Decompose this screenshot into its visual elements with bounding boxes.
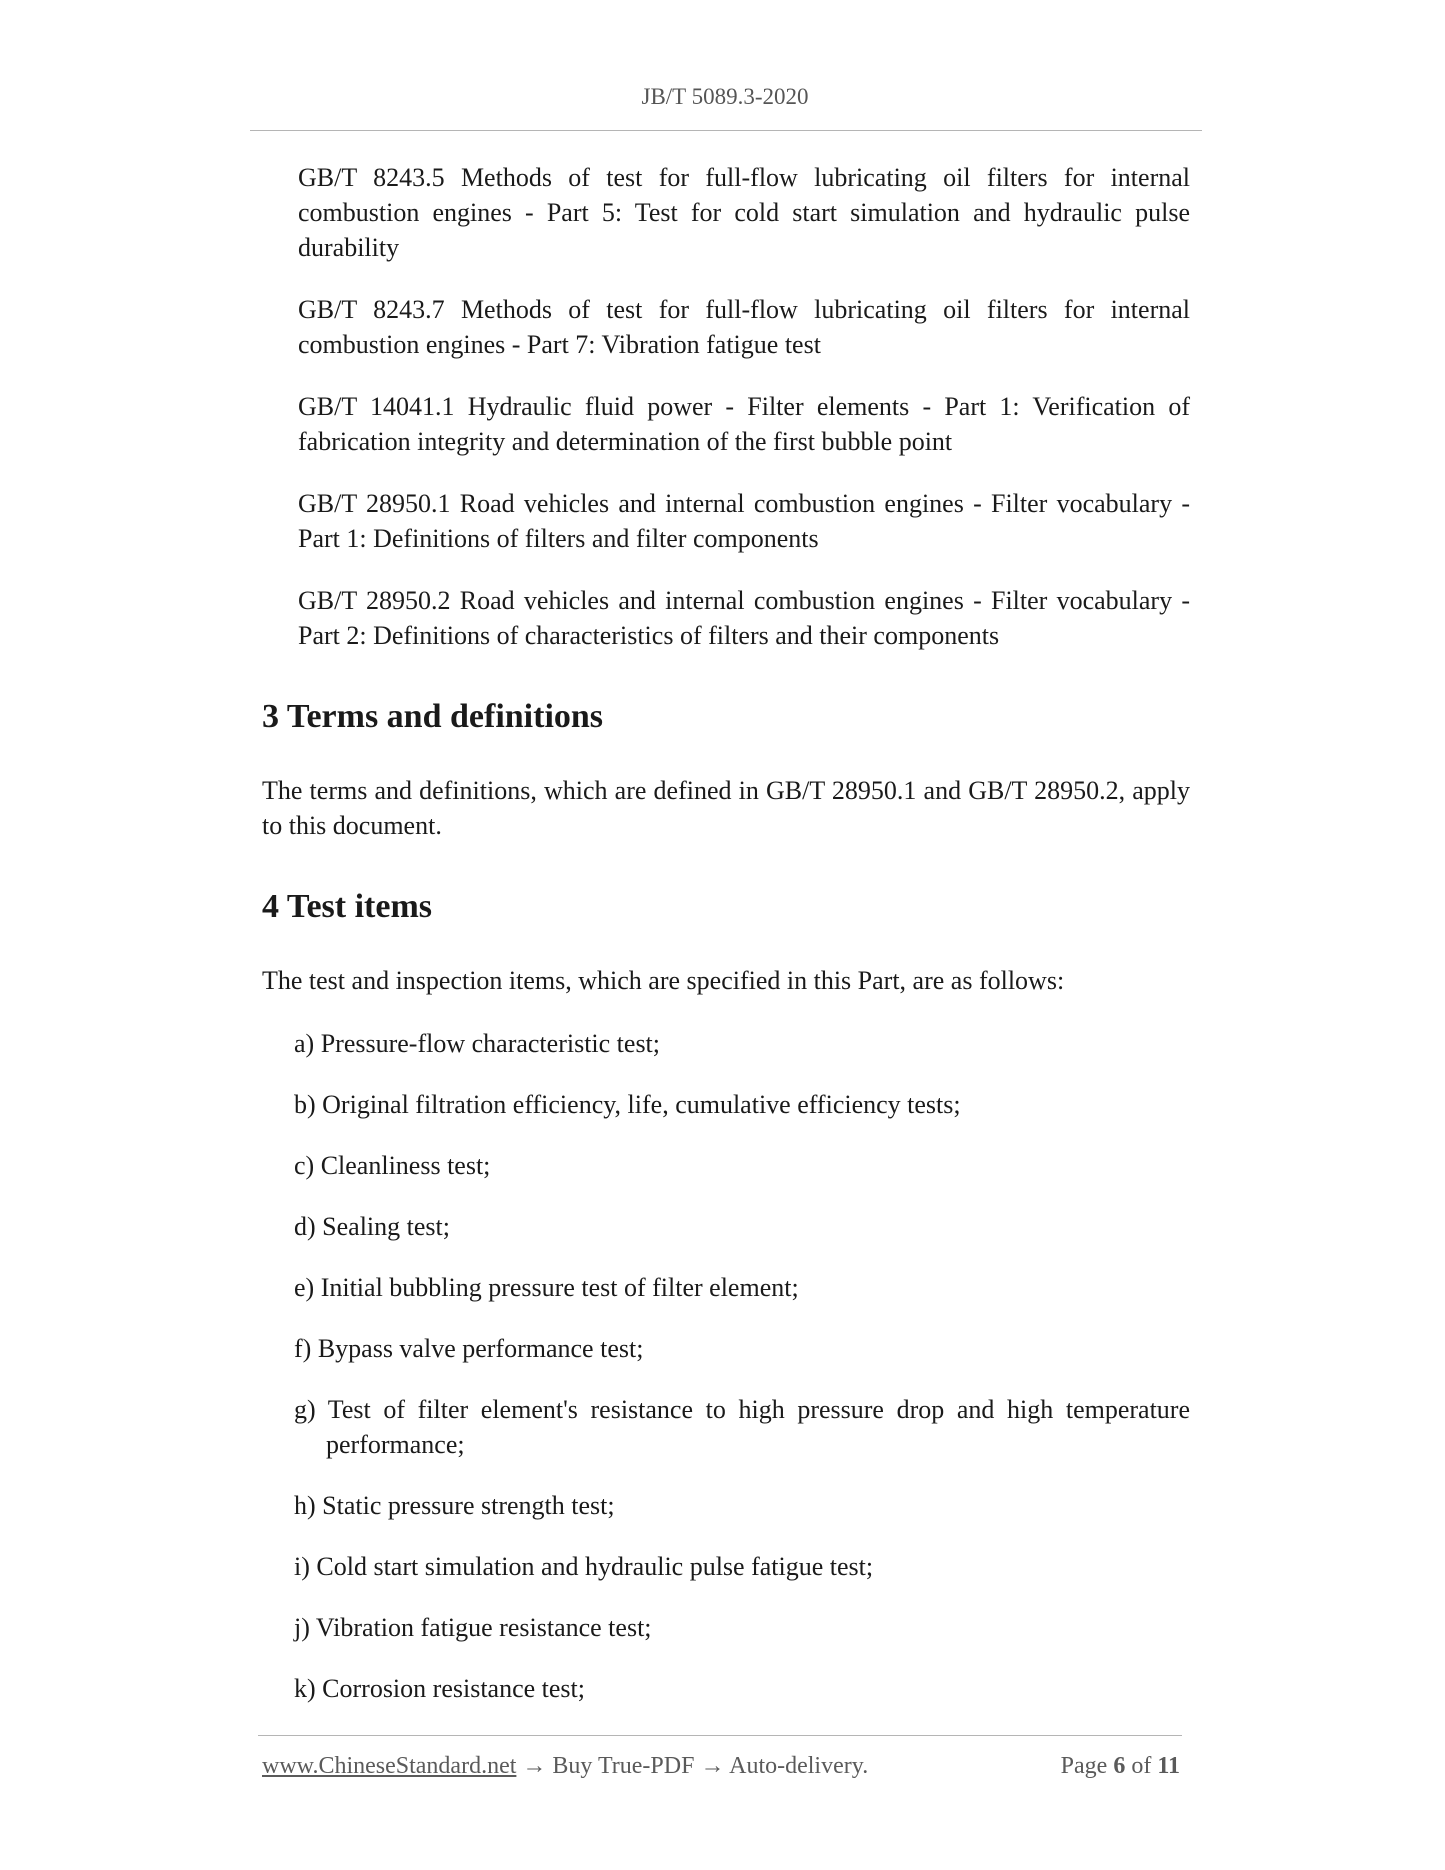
section-3-text: The terms and definitions, which are defined in GB/T 28950.1 and GB/T 28950.2, apply to this document. (262, 776, 1190, 840)
list-item: j) Vibration fatigue resistance test; (294, 1613, 652, 1642)
list-item: e) Initial bubbling pressure test of filter element; (294, 1273, 799, 1302)
section-4-heading: 4 Test items (262, 888, 432, 925)
page-number (1061, 1753, 1180, 1780)
normative-reference-gb-t-28950-2: GB/T 28950.2 Road vehicles and internal combustion engines - Filter vocabulary - Part 2: Definitions of characteristics of filters and their components (298, 586, 1190, 650)
list-item: c) Cleanliness test; (294, 1151, 491, 1180)
list-item: h) Static pressure strength test; (294, 1491, 615, 1520)
running-header: JB/T 5089.3-2020 (641, 84, 809, 109)
footer-promo (262, 1753, 868, 1780)
normative-reference-gb-t-28950-1: GB/T 28950.1 Road vehicles and internal combustion engines - Filter vocabulary - Part 1: Definitions of filters and filter components (298, 489, 1190, 553)
page-content (262, 160, 1190, 1732)
page-of: of (1131, 1753, 1152, 1779)
chinesestandard-link[interactable]: www.ChineseStandard.net (262, 1753, 517, 1779)
list-item: k) Corrosion resistance test; (294, 1674, 585, 1703)
section-4-intro: The test and inspection items, which are specified in this Part, are as follows: (262, 966, 1065, 995)
normative-reference-gb-t-14041-1: GB/T 14041.1 Hydraulic fluid power - Filter elements - Part 1: Verification of fabrication integrity and determination of the first bubble point (298, 392, 1190, 456)
list-item: f) Bypass valve performance test; (294, 1334, 644, 1363)
section-3-heading: 3 Terms and definitions (262, 698, 604, 735)
list-item: i) Cold start simulation and hydraulic pulse fatigue test; (294, 1552, 874, 1581)
page-label: Page (1060, 1753, 1108, 1779)
header-divider (250, 130, 1202, 131)
test-items-list (262, 1026, 1190, 1706)
list-item: d) Sealing test; (294, 1212, 450, 1241)
footer-divider (258, 1735, 1182, 1736)
page-current: 6 (1113, 1753, 1126, 1779)
list-item: a) Pressure-flow characteristic test; (294, 1029, 661, 1058)
normative-reference-gb-t-8243-7: GB/T 8243.7 Methods of test for full-flow lubricating oil filters for internal combustion engines - Part 7: Vibration fatigue test (298, 295, 1190, 359)
page-total: 11 (1157, 1753, 1180, 1779)
list-item: b) Original filtration efficiency, life, cumulative efficiency tests; (294, 1090, 961, 1119)
normative-reference-gb-t-8243-5: GB/T 8243.5 Methods of test for full-flow lubricating oil filters for internal combustion engines - Part 5: Test for cold start simulation and hydraulic pulse durability (298, 163, 1190, 262)
footer-promo-text: → Buy True-PDF → Auto-delivery. (516, 1753, 869, 1779)
list-item: g) Test of filter element's resistance to high pressure drop and high temperature performance; (294, 1395, 1190, 1459)
